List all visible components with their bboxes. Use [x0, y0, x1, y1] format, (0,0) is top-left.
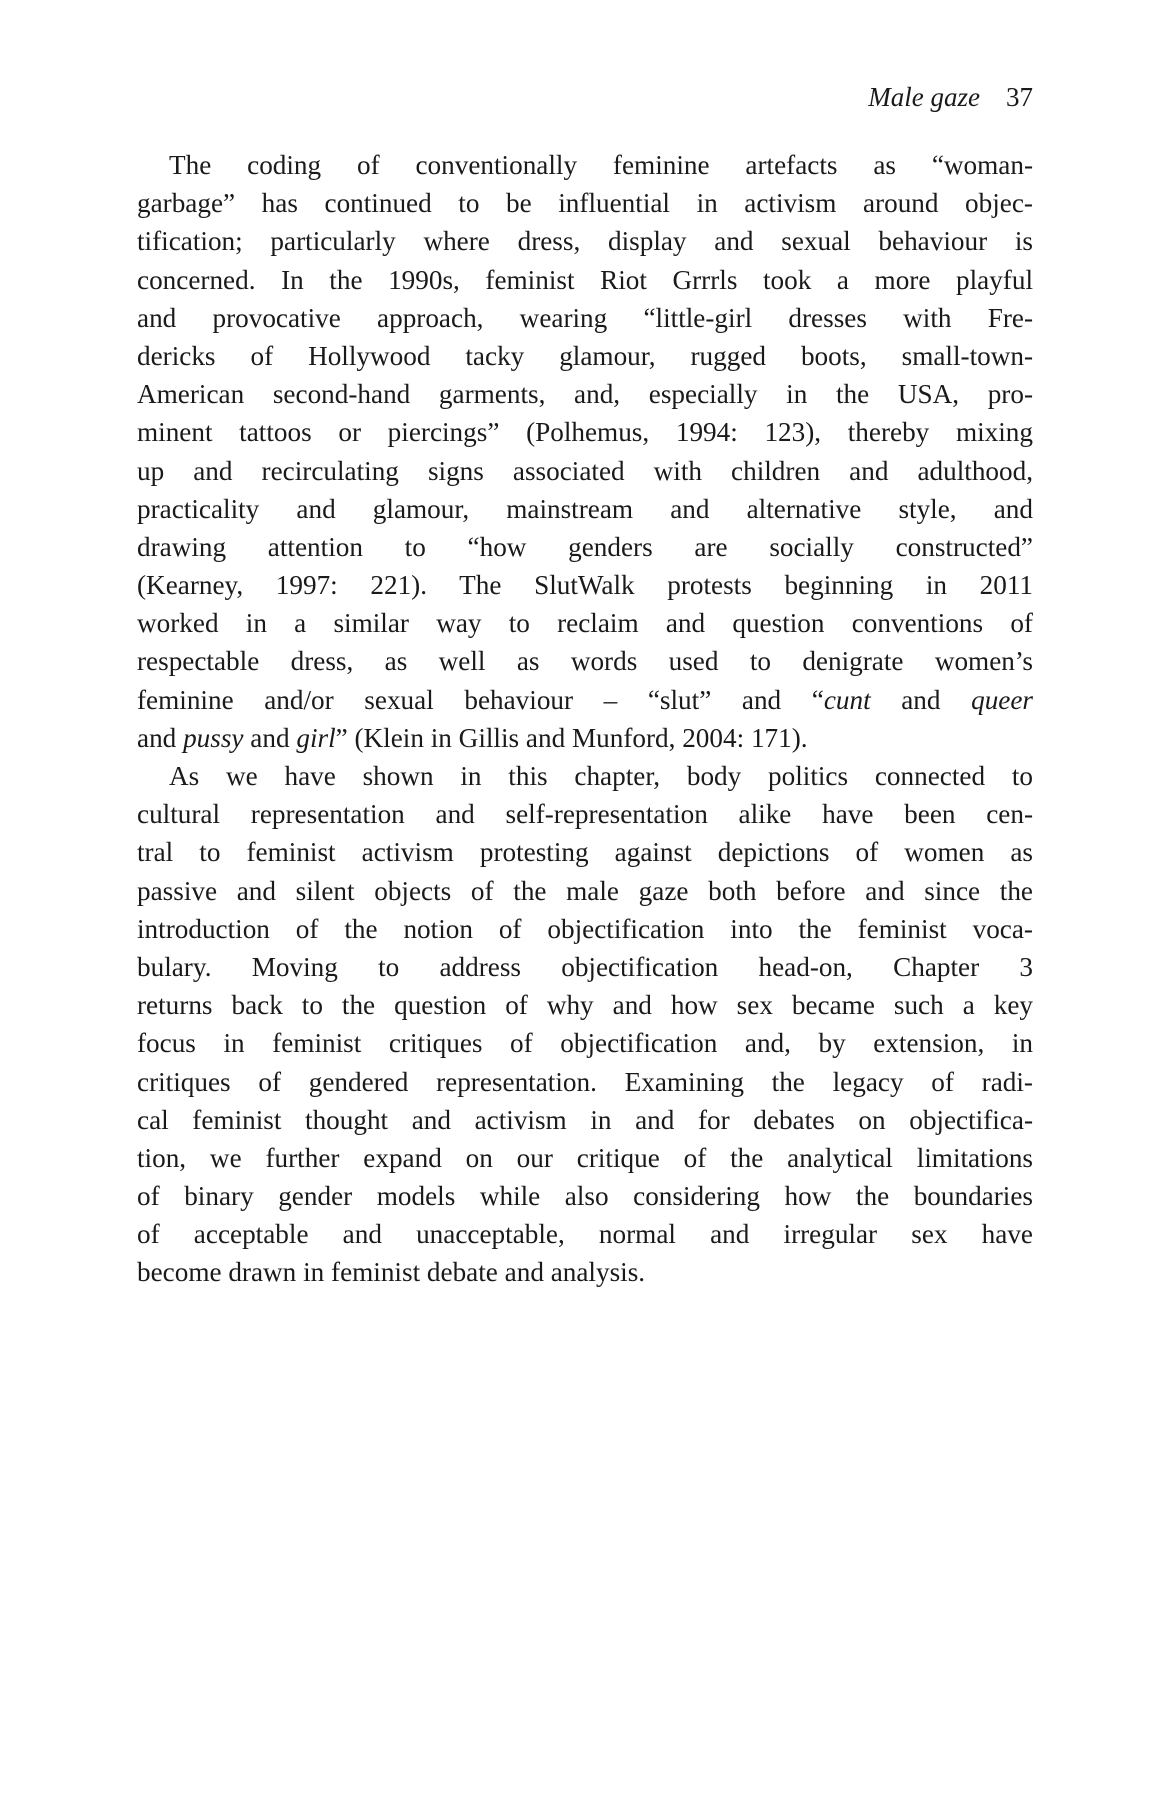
text-line: minent tattoos or piercings” (Polhemus, 1994: 123), thereby mixing	[137, 417, 1033, 448]
text-line: As we have shown in this chapter, body politics connected to	[169, 761, 1033, 791]
running-head	[868, 78, 1033, 116]
text-line: bulary. Moving to address objectification head-on, Chapter 3	[137, 951, 1033, 982]
page-number: 37	[1006, 82, 1033, 112]
text-line: garbage” has continued to be influential in activism around objec-	[137, 188, 1033, 219]
text-line: of binary gender models while also considering how the boundaries	[137, 1181, 1033, 1212]
italic-term: cunt	[823, 684, 871, 715]
text-line: American second-hand garments, and, especially in the USA, pro-	[137, 379, 1033, 410]
text-line: become drawn in feminist debate and analysis.	[137, 1257, 646, 1288]
text-segment: and	[870, 684, 972, 715]
text-line: dericks of Hollywood tacky glamour, rugged boots, small-town-	[137, 340, 1033, 371]
text-line: tion, we further expand on our critique of the analytical limitations	[137, 1142, 1033, 1173]
text-line: concerned. In the 1990s, feminist Riot Grrrls took a more playful	[137, 264, 1033, 295]
text-line: cultural representation and self-representation alike have been cen-	[137, 799, 1033, 830]
text-line: introduction of the notion of objectification into the feminist voca-	[137, 913, 1033, 944]
text-line	[137, 681, 1033, 719]
text-line: tral to feminist activism protesting against depictions of women as	[137, 837, 1033, 868]
text-line: returns back to the question of why and how sex became such a key	[137, 990, 1033, 1021]
text-line: worked in a similar way to reclaim and question conventions of	[137, 608, 1033, 639]
text-line: respectable dress, as well as words used to denigrate women’s	[137, 646, 1033, 677]
text-line: tification; particularly where dress, display and sexual behaviour is	[137, 226, 1033, 257]
text-segment: ” (Klein in Gillis and Munford, 2004: 171).	[335, 722, 808, 753]
text-line: and provocative approach, wearing “little-girl dresses with Fre-	[137, 302, 1033, 333]
body-text	[137, 146, 1033, 1292]
text-line: passive and silent objects of the male gaze both before and since the	[137, 875, 1033, 906]
text-line: up and recirculating signs associated with children and adulthood,	[137, 455, 1033, 486]
italic-term: queer	[971, 684, 1033, 715]
text-segment: and	[243, 722, 297, 753]
text-line: practicality and glamour, mainstream and alternative style, and	[137, 493, 1033, 524]
text-line: cal feminist thought and activism in and for debates on objectifica-	[137, 1104, 1033, 1135]
text-line: (Kearney, 1997: 221). The SlutWalk protests beginning in 2011	[137, 570, 1033, 601]
text-line: of acceptable and unacceptable, normal and irregular sex have	[137, 1219, 1033, 1250]
text-line: The coding of conventionally feminine artefacts as “woman-	[169, 150, 1033, 180]
paragraph	[137, 757, 1033, 1292]
text-line: focus in feminist critiques of objectification and, by extension, in	[137, 1028, 1033, 1059]
italic-term: girl	[296, 722, 336, 753]
text-line: drawing attention to “how genders are socially constructed”	[137, 531, 1033, 562]
text-line	[137, 719, 1033, 757]
paragraph	[137, 146, 1033, 757]
text-segment: feminine and/or sexual behaviour – “slut” and “	[137, 684, 824, 715]
running-head-title: Male gaze	[868, 82, 980, 112]
text-line: critiques of gendered representation. Examining the legacy of radi-	[137, 1066, 1033, 1097]
italic-term: pussy	[183, 722, 244, 753]
text-segment: and	[137, 722, 184, 753]
